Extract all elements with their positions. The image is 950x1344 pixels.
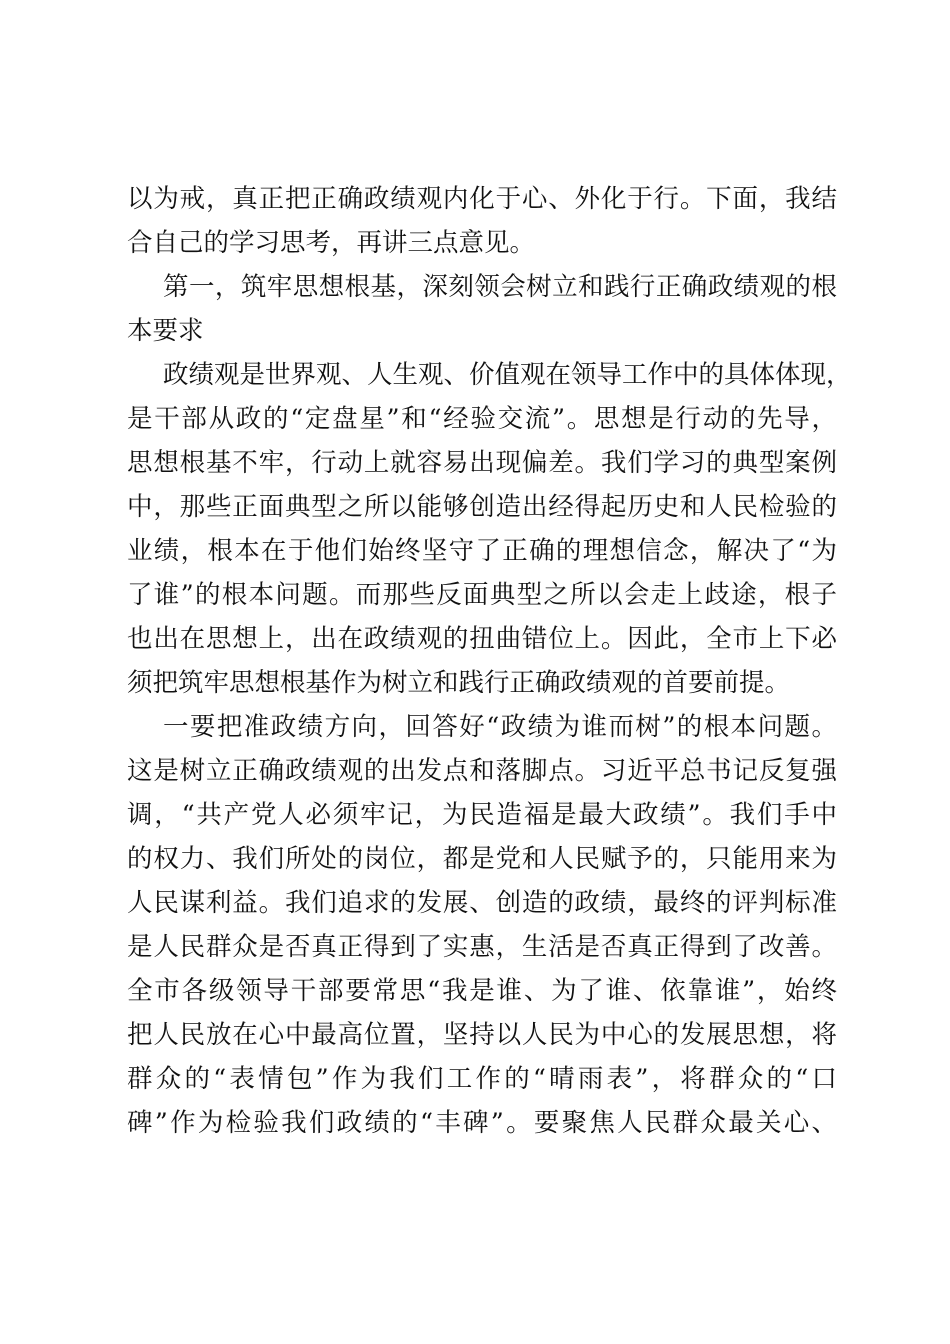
text-line: 全市各级领导干部要常思“我是谁、为了谁、依靠谁”，始终 (127, 976, 837, 1006)
text-line: 的权力、我们所处的岗位，都是党和人民赋予的，只能用来为 (127, 844, 837, 874)
section-heading-line: 第一，筑牢思想根基，深刻领会树立和践行正确政绩观的根 (163, 272, 837, 302)
text-line: 人民谋利益。我们追求的发展、创造的政绩，最终的评判标准 (127, 888, 837, 918)
section-heading-line: 本要求 (127, 316, 204, 346)
text-line: 这是树立正确政绩观的出发点和落脚点。习近平总书记反复强 (127, 756, 837, 786)
text-line: 合自己的学习思考，再讲三点意见。 (127, 228, 536, 258)
text-line: 也出在思想上，出在政绩观的扭曲错位上。因此，全市上下必 (127, 624, 837, 654)
text-line: 调，“共产党人必须牢记，为民造福是最大政绩”。我们手中 (127, 800, 837, 830)
document-body (127, 177, 852, 1145)
text-line: 政绩观是世界观、人生观、价值观在领导工作中的具体体现， (163, 360, 852, 390)
text-line: 把人民放在心中最高位置，坚持以人民为中心的发展思想，将 (127, 1020, 837, 1050)
text-line: 碑”作为检验我们政绩的“丰碑”。要聚焦人民群众最关心、 (127, 1108, 837, 1138)
text-line: 群众的“表情包”作为我们工作的“晴雨表”，将群众的“口 (127, 1064, 837, 1094)
text-line: 是人民群众是否真正得到了实惠，生活是否真正得到了改善。 (127, 932, 837, 962)
text-line: 是干部从政的“定盘星”和“经验交流”。思想是行动的先导， (127, 404, 837, 434)
text-line: 了谁”的根本问题。而那些反面典型之所以会走上歧途，根子 (127, 580, 837, 610)
text-line: 以为戒，真正把正确政绩观内化于心、外化于行。下面，我结 (127, 184, 837, 214)
text-line: 须把筑牢思想根基作为树立和践行正确政绩观的首要前提。 (127, 668, 791, 698)
text-line: 思想根基不牢，行动上就容易出现偏差。我们学习的典型案例 (127, 448, 837, 478)
text-line: 一要把准政绩方向，回答好“政绩为谁而树”的根本问题。 (163, 712, 837, 742)
text-line: 业绩，根本在于他们始终坚守了正确的理想信念，解决了“为 (127, 536, 837, 566)
text-line: 中，那些正面典型之所以能够创造出经得起历史和人民检验的 (127, 492, 837, 522)
